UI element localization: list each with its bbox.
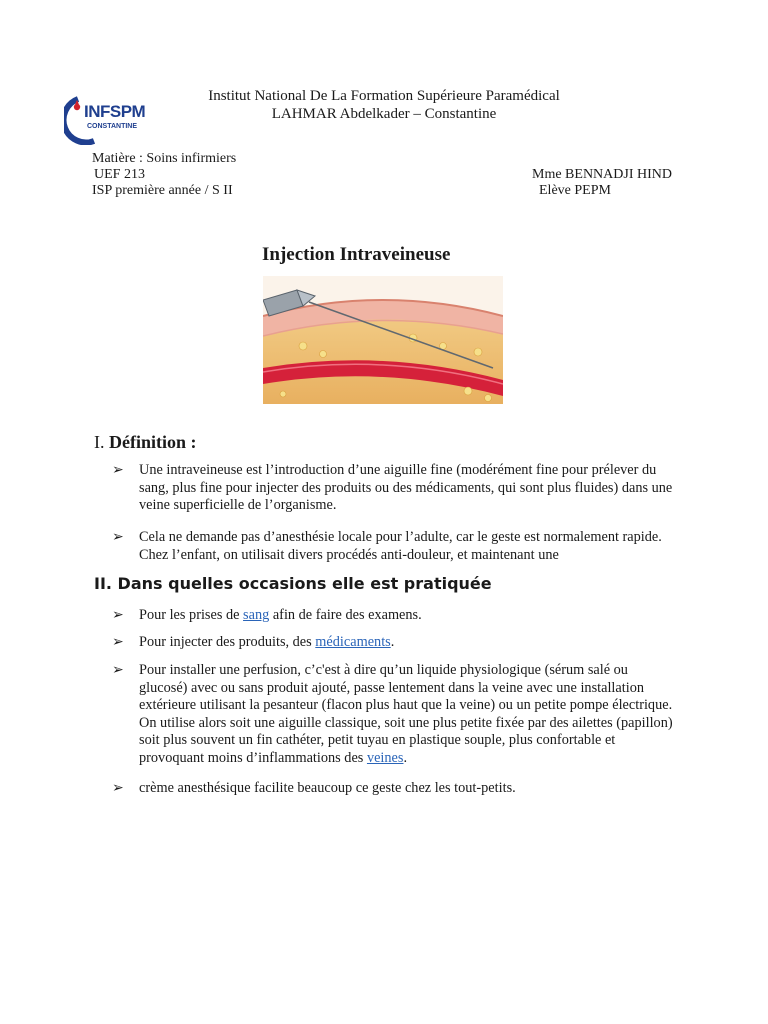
occasion-text: Pour installer une perfusion, c’c'est à dire qu’un liquide physiologique (sérum salé ou glucosé) avec ou sans produit ajouté, passe lentement dans la veine avec une installation extérieure utilisant la pesanteur (flacon plus haut que la veine) ou un petite pompe électrique. On utilise alors soit une aiguille classique, soit une plus petite fixée par des ailettes (papillon) soit plus souvent un fin cathéter, petit tuyau en plastique souple, plus confortable et provoquant moins d’inflammations des	[139, 662, 673, 766]
occasion-item-medication	[139, 634, 679, 652]
occasion-text: .	[390, 634, 395, 650]
bullet-glyph: ➢	[112, 530, 124, 545]
meta-unit: UEF 213	[94, 167, 145, 182]
bullet-glyph: ➢	[112, 608, 124, 623]
meta-subject: Matière : Soins infirmiers	[92, 151, 237, 166]
section2-heading: II. Dans quelles occasions elle est pratiquée	[94, 574, 492, 593]
bullet-glyph: ➢	[112, 463, 124, 478]
occasion-item-blood	[139, 607, 679, 625]
bullet-glyph: ➢	[112, 635, 124, 650]
logo-brand-text: INFSPM	[84, 102, 146, 121]
occasion-text: Pour les prises de	[139, 607, 244, 623]
injection-illustration	[263, 276, 503, 404]
definition-paragraph-2: Cela ne demande pas d’anesthésie locale pour l’adulte, car le geste est normalement rapide. Chez l’enfant, on utilisait divers procédés anti-douleur, et maintenant une	[139, 529, 662, 563]
link-medicaments[interactable]: médicaments	[315, 634, 391, 650]
section1-heading	[94, 432, 197, 453]
definition-paragraph-1: Une intraveineuse est l’introduction d’une aiguille fine (modérément fine pour prélever du sang, plus fine pour injecter des produits ou des médicaments, qui sont plus fluides) dans une veine superficielle de l’organisme.	[139, 462, 673, 513]
logo-city-text: CONSTANTINE	[87, 123, 138, 130]
occasion-text: Pour injecter des produits, des	[139, 634, 316, 650]
section1-number: I.	[94, 432, 105, 452]
bullet-glyph: ➢	[112, 781, 124, 796]
meta-level: ISP première année / S II	[92, 183, 233, 198]
occasion-item-cream: crème anesthésique facilite beaucoup ce geste chez les tout-petits.	[139, 780, 516, 796]
occasion-item-perfusion	[139, 662, 679, 767]
meta-teacher: Mme BENNADJI HIND	[532, 167, 672, 182]
section1-title: Définition :	[109, 432, 197, 452]
link-sang[interactable]: sang	[243, 607, 270, 623]
header-institute: Institut National De La Formation Supérieure Paramédical	[208, 88, 560, 104]
header-location: LAHMAR Abdelkader – Constantine	[271, 106, 497, 122]
occasion-text: afin de faire des examens.	[269, 607, 422, 623]
bullet-glyph: ➢	[112, 663, 124, 678]
meta-student: Elève PEPM	[539, 183, 611, 198]
occasion-text: .	[403, 749, 408, 766]
skin-needle-drawing	[263, 276, 503, 404]
document-title: Injection Intraveineuse	[262, 244, 451, 265]
link-veines[interactable]: veines	[366, 749, 404, 766]
